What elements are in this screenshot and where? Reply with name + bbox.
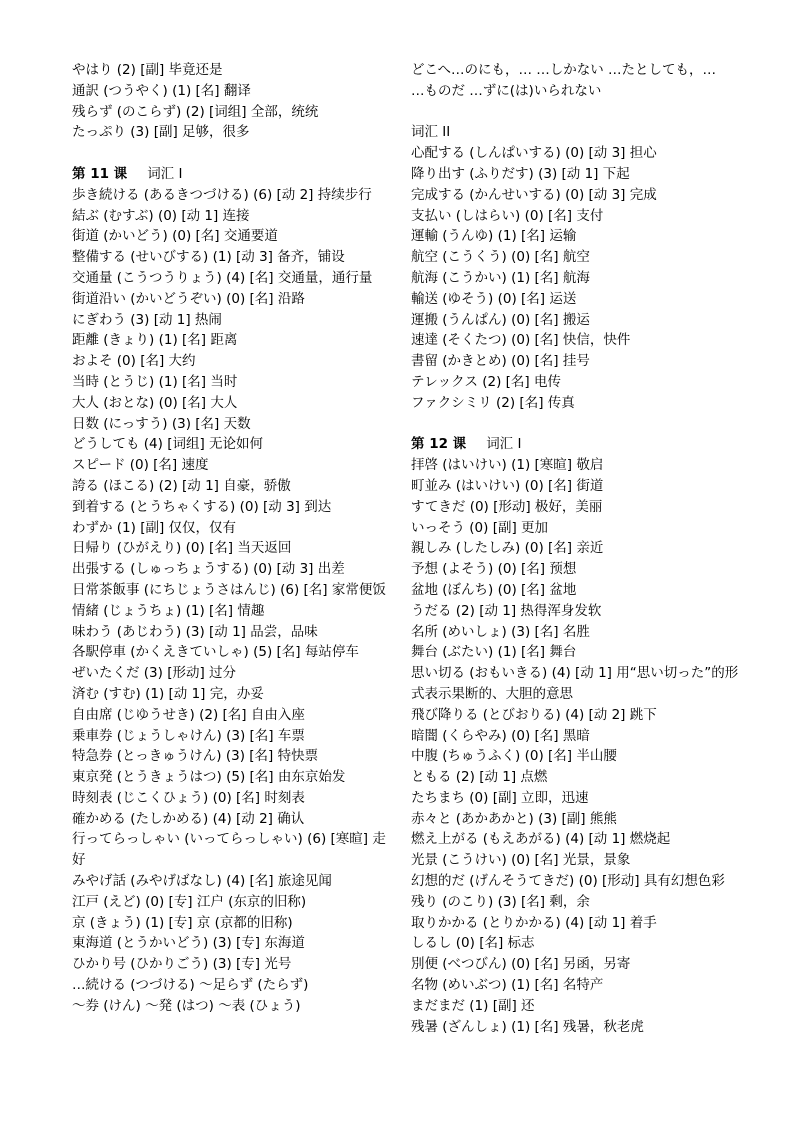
vocabulary-entry: …続ける (つづける) ～足らず (たらず): [72, 977, 309, 994]
vocabulary-entry: 航空 (こうくう) (0) [名] 航空: [411, 249, 590, 266]
vocabulary-entry: うだる (2) [动 1] 热得浑身发软: [411, 602, 602, 619]
vocabulary-entry: 歩き続ける (あるきつづける) (6) [动 2] 持续步行: [72, 186, 372, 203]
vocabulary-entry: 燃え上がる (もえあがる) (4) [动 1] 燃烧起: [411, 831, 671, 848]
vocabulary-entry: どこへ…のにも，… …しかない …たとしても，…: [411, 62, 717, 78]
lesson-heading: [411, 122, 741, 143]
vocabulary-entry: まだまだ (1) [副] 还: [411, 997, 535, 1014]
vocabulary-entry: 江戸 (えど) (0) [专] 江户 (东京的旧称): [72, 893, 307, 910]
vocabulary-section-label: 词汇 II: [411, 124, 451, 141]
vocabulary-entry: 大人 (おとな) (0) [名] 大人: [72, 394, 238, 411]
vocabulary-entry: 出張する (しゅっちょうする) (0) [动 3] 出差: [72, 561, 345, 578]
vocabulary-section-label: 词汇 I: [486, 436, 522, 453]
vocabulary-entry: にぎわう (3) [动 1] 热闹: [72, 311, 222, 328]
vocabulary-entry: 済む (すむ) (1) [动 1] 完，办妥: [72, 685, 264, 702]
vocabulary-entry: 心配する (しんぱいする) (0) [动 3] 担心: [411, 145, 657, 162]
vocabulary-entry: 日数 (にっすう) (3) [名] 天数: [72, 415, 251, 432]
vocabulary-entry: ぜいたくだ (3) [形动] 过分: [72, 665, 237, 682]
vocabulary-entry: …ものだ …ずに(は)いられない: [411, 82, 602, 99]
lesson-heading: [72, 164, 390, 185]
vocabulary-entry: 東京発 (とうきょうはつ) (5) [名] 由东京始发: [72, 769, 346, 786]
vocabulary-entry: 赤々と (あかあかと) (3) [副] 熊熊: [411, 810, 617, 827]
vocabulary-entry: テレックス (2) [名] 电传: [411, 373, 561, 390]
blank-line: [411, 102, 741, 123]
vocabulary-entry: 特急券 (とっきゅうけん) (3) [名] 特快票: [72, 748, 319, 765]
vocabulary-entry: 舞台 (ぶたい) (1) [名] 舞台: [411, 644, 577, 661]
vocabulary-entry: ひかり号 (ひかりごう) (3) [专] 光号: [72, 956, 292, 973]
vocabulary-entry: 結ぶ (むすぶ) (0) [动 1] 连接: [72, 207, 250, 224]
vocabulary-entry: ファクシミリ (2) [名] 传真: [411, 394, 575, 411]
vocabulary-entry: 輸送 (ゆそう) (0) [名] 运送: [411, 290, 577, 307]
vocabulary-entry: 街道 (かいどう) (0) [名] 交通要道: [72, 228, 278, 245]
vocabulary-entry: 行ってらっしゃい (いってらっしゃい) (6) [寒暄] 走好: [72, 831, 386, 869]
vocabulary-entry: 取りかかる (とりかかる) (4) [动 1] 着手: [411, 914, 657, 931]
vocabulary-entry: 運輸 (うんゆ) (1) [名] 运输: [411, 228, 577, 245]
vocabulary-entry: いっそう (0) [副] 更加: [411, 519, 549, 536]
vocabulary-entry: すてきだ (0) [形动] 极好，美丽: [411, 498, 603, 515]
vocabulary-entry: 親しみ (したしみ) (0) [名] 亲近: [411, 540, 604, 557]
vocabulary-entry: 自由席 (じゆうせき) (2) [名] 自由入座: [72, 706, 305, 723]
vocabulary-entry: 航海 (こうかい) (1) [名] 航海: [411, 269, 590, 286]
vocabulary-entry: 日帰り (ひがえり) (0) [名] 当天返回: [72, 540, 292, 557]
vocabulary-entry: わずか (1) [副] 仅仅，仅有: [72, 519, 237, 536]
vocabulary-entry: 確かめる (たしかめる) (4) [动 2] 确认: [72, 810, 305, 827]
vocabulary-entry: 完成する (かんせいする) (0) [动 3] 完成: [411, 186, 657, 203]
vocabulary-entry: 味わう (あじわう) (3) [动 1] 品尝，品味: [72, 623, 318, 640]
vocabulary-entry: 運搬 (うんぱん) (0) [名] 搬运: [411, 311, 590, 328]
vocabulary-entry: 光景 (こうけい) (0) [名] 光景，景象: [411, 852, 631, 869]
vocabulary-column-right: [411, 60, 741, 1037]
vocabulary-entry: 書留 (かきとめ) (0) [名] 挂号: [411, 353, 590, 370]
vocabulary-entry: 誇る (ほこる) (2) [动 1] 自豪，骄傲: [72, 477, 291, 494]
vocabulary-entry: 飛び降りる (とびおりる) (4) [动 2] 跳下: [411, 706, 657, 723]
vocabulary-entry: 町並み (はいけい) (0) [名] 街道: [411, 477, 604, 494]
vocabulary-entry: 当時 (とうじ) (1) [名] 当时: [72, 373, 238, 390]
vocabulary-entry: たっぷり (3) [副] 足够，很多: [72, 124, 250, 141]
vocabulary-entry: 情緒 (じょうちょ) (1) [名] 情趣: [72, 602, 265, 619]
blank-line: [411, 414, 741, 435]
vocabulary-entry: 日常茶飯事 (にちじょうさはんじ) (6) [名] 家常便饭: [72, 581, 386, 598]
vocabulary-entry: 通訳 (つうやく) (1) [名] 翻译: [72, 82, 251, 99]
vocabulary-entry: やはり (2) [副] 毕竟还是: [72, 62, 223, 78]
vocabulary-entry: 降り出す (ふりだす) (3) [动 1] 下起: [411, 165, 630, 182]
lesson-number: 第 12 课: [411, 436, 467, 453]
vocabulary-entry: スピード (0) [名] 速度: [72, 457, 209, 474]
vocabulary-entry: どうしても (4) [词组] 无论如何: [72, 436, 264, 453]
vocabulary-entry: およそ (0) [名] 大约: [72, 353, 196, 370]
vocabulary-entry: 時刻表 (じこくひょう) (0) [名] 时刻表: [72, 789, 305, 806]
vocabulary-entry: みやげ話 (みやげばなし) (4) [名] 旅途见闻: [72, 873, 332, 890]
vocabulary-entry: 整備する (せいびする) (1) [动 3] 备齐，铺设: [72, 249, 345, 266]
vocabulary-entry: 乗車券 (じょうしゃけん) (3) [名] 车票: [72, 727, 305, 744]
lesson-number: 第 11 课: [72, 165, 128, 182]
vocabulary-entry: 幻想的だ (げんそうてきだ) (0) [形动] 具有幻想色彩: [411, 873, 725, 890]
vocabulary-entry: 残らず (のこらず) (2) [词组] 全部，统统: [72, 103, 319, 120]
vocabulary-entry: 距離 (きょり) (1) [名] 距离: [72, 332, 238, 349]
vocabulary-entry: 思い切る (おもいきる) (4) [动 1] 用“思い切った”的形式表示果断的、大胆的意思: [411, 665, 739, 702]
vocabulary-entry: たちまち (0) [副] 立即，迅速: [411, 789, 589, 806]
vocabulary-entry: 東海道 (とうかいどう) (3) [专] 东海道: [72, 935, 305, 952]
vocabulary-entry: 速達 (そくたつ) (0) [名] 快信，快件: [411, 332, 631, 349]
vocabulary-entry: 到着する (とうちゃくする) (0) [动 3] 到达: [72, 498, 332, 515]
vocabulary-entry: ～券 (けん) ～発 (はつ) ～表 (ひょう): [72, 997, 301, 1014]
vocabulary-entry: 残り (のこり) (3) [名] 剩，余: [411, 893, 590, 910]
blank-line: [72, 143, 390, 164]
vocabulary-entry: しるし (0) [名] 标志: [411, 935, 535, 952]
vocabulary-entry: 名物 (めいぶつ) (1) [名] 名特产: [411, 977, 604, 994]
vocabulary-entry: 交通量 (こうつうりょう) (4) [名] 交通量，通行量: [72, 269, 373, 286]
vocabulary-entry: 拝啓 (はいけい) (1) [寒暄] 敬启: [411, 457, 604, 474]
vocabulary-entry: 盆地 (ぼんち) (0) [名] 盆地: [411, 581, 577, 598]
vocabulary-entry: ともる (2) [动 1] 点燃: [411, 769, 548, 786]
vocabulary-column-left: [72, 60, 390, 1017]
vocabulary-entry: 残暑 (ざんしょ) (1) [名] 残暑，秋老虎: [411, 1018, 644, 1035]
vocabulary-entry: 中腹 (ちゅうふく) (0) [名] 半山腰: [411, 748, 617, 765]
vocabulary-entry: 暗闇 (くらやみ) (0) [名] 黑暗: [411, 727, 590, 744]
vocabulary-entry: 別便 (べつびん) (0) [名] 另函，另寄: [411, 956, 631, 973]
vocabulary-entry: 街道沿い (かいどうぞい) (0) [名] 沿路: [72, 290, 305, 307]
vocabulary-entry: 予想 (よそう) (0) [名] 预想: [411, 561, 577, 578]
vocabulary-section-label: 词汇 I: [147, 165, 183, 182]
vocabulary-entry: 支払い (しはらい) (0) [名] 支付: [411, 207, 604, 224]
vocabulary-entry: 各駅停車 (かくえきていしゃ) (5) [名] 每站停车: [72, 644, 359, 661]
vocabulary-entry: 名所 (めいしょ) (3) [名] 名胜: [411, 623, 590, 640]
vocabulary-entry: 京 (きょう) (1) [专] 京 (京都的旧称): [72, 914, 293, 931]
lesson-heading: [411, 434, 741, 455]
